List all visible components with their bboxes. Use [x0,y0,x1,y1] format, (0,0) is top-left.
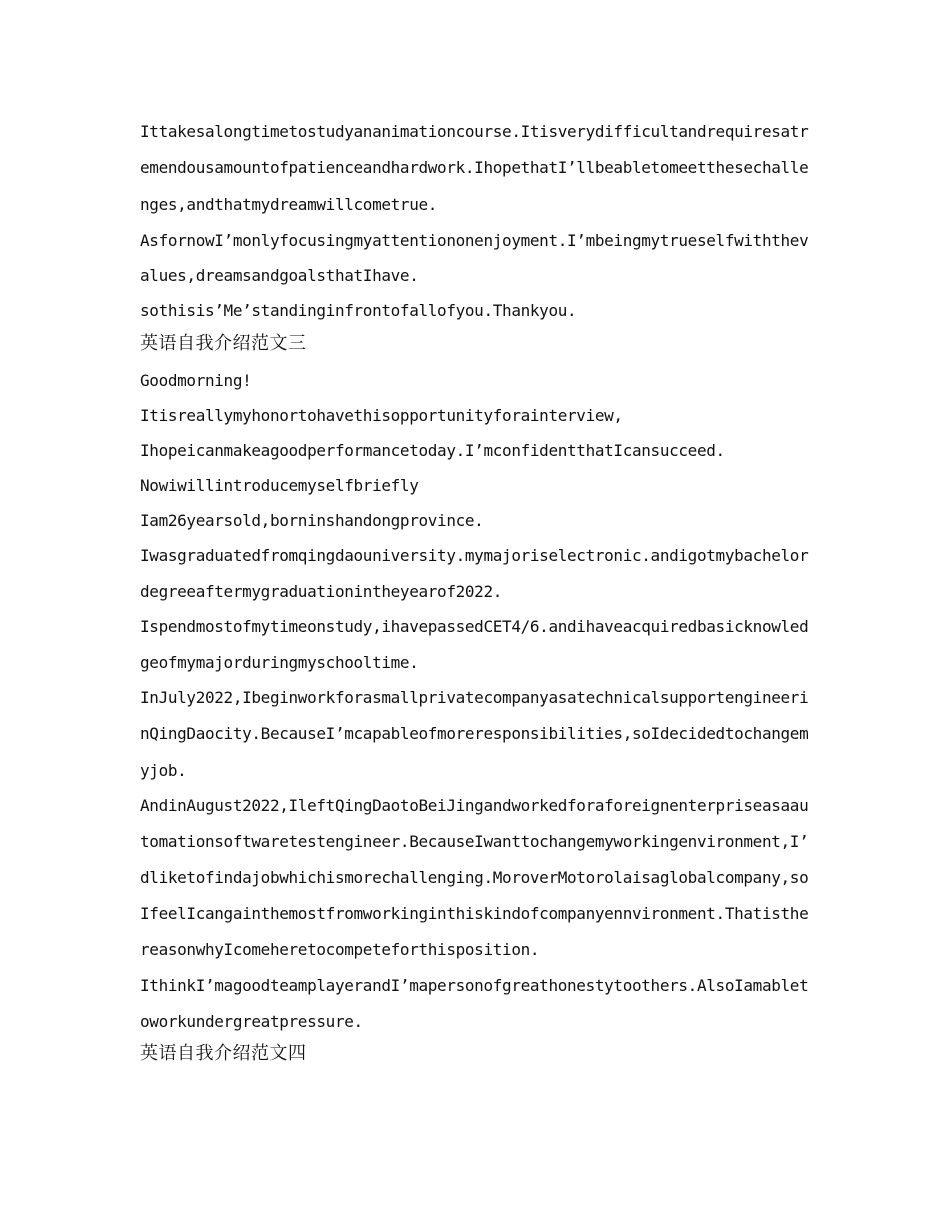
paragraph-line: sothisis’Me’standinginfrontofallofyou.Thankyou. [140,301,577,320]
paragraph-line: reasonwhyIcomeheretocompeteforthisposition. [140,940,540,959]
paragraph-line: InJuly2022,Ibeginworkforasmallprivatecompanyasatechnicalsupportengineeri [140,688,809,707]
paragraph-line: geofmymajorduringmyschooltime. [140,653,419,672]
section-heading: 英语自我介绍范文三 [140,333,307,354]
paragraph-line: Ittakesalongtimetostudyananimationcourse.Itisverydifficultandrequiresatr [140,122,809,141]
paragraph-line: tomationsoftwaretestengineer.BecauseIwanttochangemyworkingenvironment,I’ [140,832,809,851]
paragraph-line: alues,dreamsandgoalsthatIhave. [140,266,419,285]
paragraph-line: Itisreallymyhonortohavethisopportunityforainterview, [140,406,623,425]
paragraph-line: Iwasgraduatedfromqingdaouniversity.mymajoriselectronic.andigotmybachelor [140,546,809,565]
paragraph-line: Ihopeicanmakeagoodperformancetoday.I’mconfidentthatIcansucceed. [140,441,725,460]
paragraph-line: Iam26yearsold,borninshandongprovince. [140,511,484,530]
paragraph-line: yjob. [140,761,187,780]
paragraph-line: nQingDaocity.BecauseI’mcapableofmoreresponsibilities,soIdecidedtochangem [140,724,809,743]
paragraph-line: degreeaftermygraduationintheyearof2022. [140,582,503,601]
paragraph-line: IfeelIcangainthemostfromworkinginthiskindofcompanyennvironment.Thatisthe [140,904,809,923]
paragraph-line: Goodmorning! [140,371,252,390]
paragraph-line: AsfornowI’monlyfocusingmyattentiononenjoyment.I’mbeingmytrueselfwiththev [140,231,809,250]
paragraph-line: emendousamountofpatienceandhardwork.IhopethatI’llbeabletomeetthesechalle [140,158,809,177]
paragraph-line: AndinAugust2022,IleftQingDaotoBeiJingandworkedforaforeignenterpriseasaau [140,796,809,815]
paragraph-line: nges,andthatmydreamwillcometrue. [140,195,438,214]
paragraph-line: Ispendmostofmytimeonstudy,ihavepassedCET4/6.andihaveacquiredbasicknowled [140,617,809,636]
paragraph-line: IthinkI’magoodteamplayerandI’mapersonofgreathonestytoothers.AlsoIamablet [140,976,809,995]
paragraph-line: Nowiwillintroducemyselfbriefly [140,476,419,495]
paragraph-line: dliketofindajobwhichismorechallenging.MoroverMotorolaisaglobalcompany,so [140,868,809,887]
section-heading: 英语自我介绍范文四 [140,1043,307,1064]
paragraph-line: oworkundergreatpressure. [140,1012,363,1031]
